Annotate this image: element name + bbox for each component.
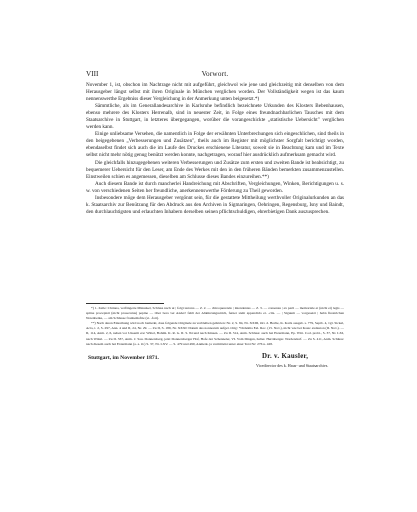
- page-title: Vorwort.: [201, 70, 229, 78]
- footnotes: [86, 306, 344, 347]
- paragraph: Einige unliebsame Versehen, die namentlich in Folge der erwähnten Unterbrechungen sich eingeschlichen, sind theils in den beigegebenen „Verbesserungen und Zusätzen", theils auch im Register mit möglichster Sorgfalt berichtigt worden, ebendaselbst findet sich auch die im Laufe des Druckes erschienene Literatur, soweit sie in Beachtung kam und im Texte selbst nicht mehr nötig genug benützt werden konnte, nachgetragen, worauf hier ausdrücklich aufmerksam gemacht wird.: [86, 131, 344, 159]
- page-number: VIII: [86, 70, 99, 78]
- signature-name: Dr. v. Kausler,: [262, 353, 309, 360]
- main-text: [86, 82, 344, 216]
- page-header: [86, 69, 344, 79]
- paragraph: November 1, ist, obschon im Nachtrage nicht mit aufgeführt, gleichwol wie jene und gleichzeitig mit denselben von dem Herausgeber längst selbst mit ihren Originale in München verglichen worden. Der Vollständigkeit wegen ist das kaum nennenswerthe Ergebniss dieser Vergleichung in der Anmerkung unten beigesetzt.*): [86, 82, 344, 103]
- paragraph: Die gleichfalls hinzugegebenen weiteren Verbesserungen und Zusätze zum ersten und zweiten Bande ist beabsichtigt, zu bequemerer Uebersicht für den Leser, am Ende des Werkes mit den in den früheren Bänden bemerkten zusammenzustellen. Einstweilen schien es angemessen, dieselben am Schlusse dieses Bandes einzureihen.**): [86, 159, 344, 180]
- place-date: Stuttgart, im November 1871.: [88, 355, 159, 361]
- paragraph: Auch diesem Bande ist durch mancherlei Handreichung mit Abschriften, Vergleichungen, Winken, Berichtigungen u. s. w. von verschiedenen Seiten her freundliche, anerkennenswerthe Förderung zu Theil geworden.: [86, 180, 344, 194]
- paragraph: Insbesondere möge dem Herausgeber vergönnt sein, für die gestattete Mittheilung werthvoller Originalurkunden an das k. Staatsarchiv zur Benützung für den Abdruck aus den Archiven in Sigmaringen, Oehringen, Regensburg, Isny und Baindt, den durchlauchtigsten und erlauchten Inhabern derselben seinen pflichtschuldigen, ehrerbietigen Dank auszusprechen.: [86, 194, 344, 215]
- footnote: **) Nach deren Einreihung wird noch bemerkt, dass folgende Originale zu verbleiben gehörten: Nr. 2, S. 84, Nr. XXIII, Orr. d. Herlie, K. Karls ausgeb. s. 779, Septb. 4, vgl. Sickel, Acta, t. 2, S. 297, Ann. 4 und II, 24, Nr. 29. — Zu II, S. 189, Nr. XXXI: Datum des nonnorum aufgel. Orig: *Ordeima Eel. Rec. (15. Nov.), nicht wie bei Kaus: exdauton (II. Nov.). — II, 114, Anm. 2, 6, neben vor Unserm ere: Wittel, Bohmi. K. R. G. II. S. 84 und nach Kinsen. — Zu II. 314, Anm. Schluss: auch bei Etzermann, Ep. Wirt. Cod. probi., S. 37, Nr. LXI, nach Wittel. — Zu II. 337, Anm. 1: Sau. Donnersberg, jetzt Donnersberger Hof, Hofe der Schenneler, VI. Vom Dingen, halter. Herrnberger. Nordendorf. — Zu S. 411, Anm. Schluss: nach diesem auch bei Extermann (a. a. O.) S. 37, Nr. LXV. — S. 479 und 490, Anmerk. ja vermittelst unter einer Text Nr: 276 u. 428.: [86, 321, 344, 346]
- paragraph: Sämmtliche, als im Generallandesarchive in Karlsruhe befindlich bezeichnete Urkunden des Klosters Bebenhausen, ebenso mehrere des Klosters Herrenalb, sind in neuester Zeit, in Folge eines freundnachbarlichen Tausches mit dem Staatsarchive in Stuttgart, in letzteres übergegangen, worüber die vorangeschickte „statistische Uebersicht" verglichen werden kann.: [86, 103, 344, 131]
- footnote-divider: [86, 303, 164, 304]
- footnote: *) 1. Zeile: Chriana, verfängerte Minuskel, Schluss nach ut | folgt terrena — Z. 2. — chiroquerendo | intendentes — Z. 3. — consensu | ex parti — memoriale et (nicht et) legis — spitne procepisti (nicht prosecutus) pepine — tiber bera ver Ander! fehlt der Abkürzungsstrich, ferner steht appendicis et. -ciis. — | Siguum — vorgesetzt | habn firestrichen Notenbeike, — am Schlusse fronhemsfrie (st. -fort).: [86, 306, 344, 321]
- signature-role: Vicedirector des k. Haus- und Staatsarchivs.: [256, 363, 329, 368]
